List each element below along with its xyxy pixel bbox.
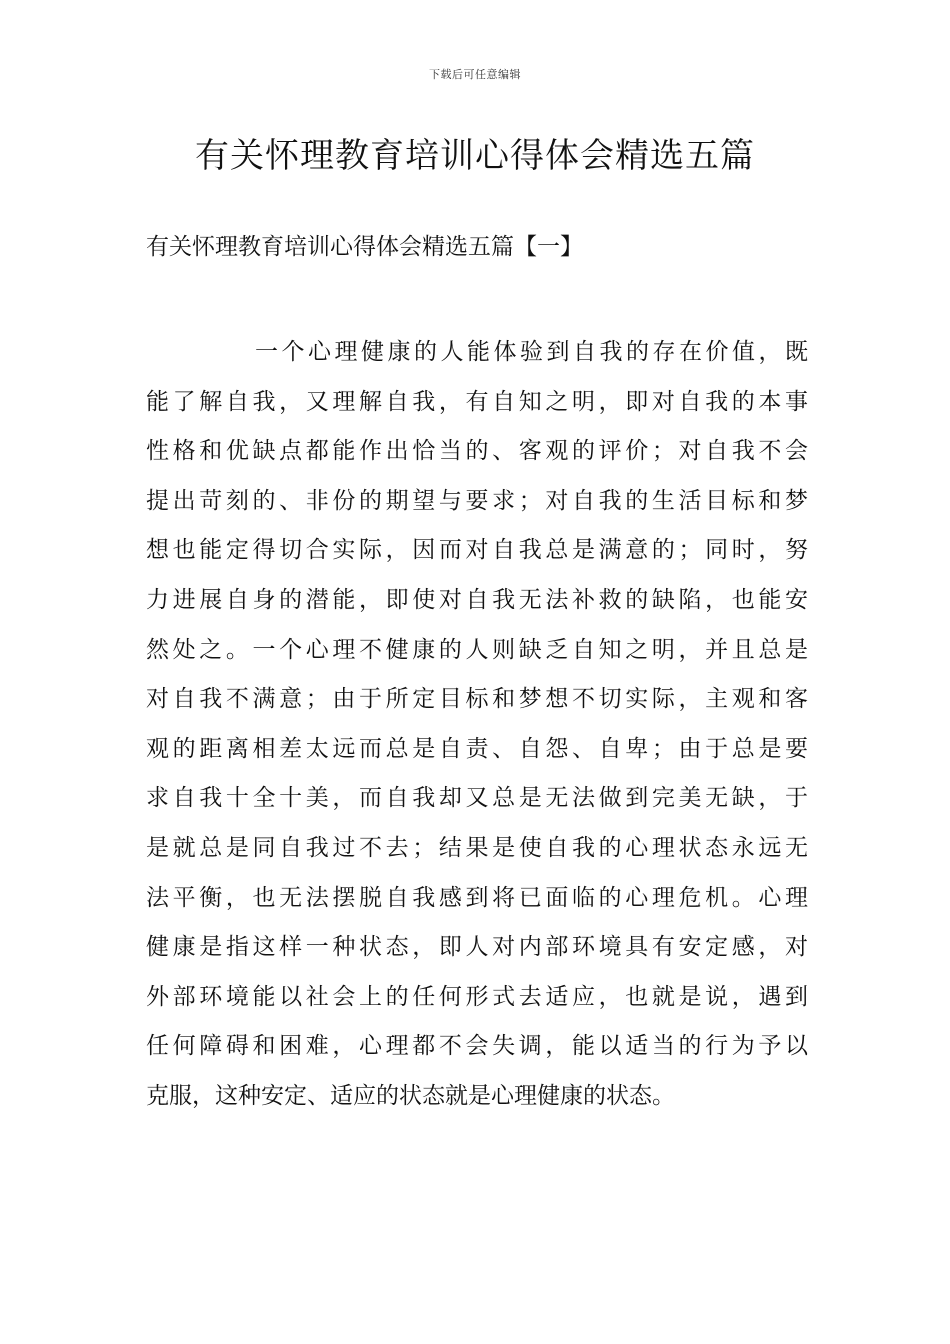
section-heading: 有关怀理教育培训心得体会精选五篇【一】 xyxy=(146,234,583,260)
paragraph-line: 健康是指这样一种状态，即人对内部环境具有安定感，对 xyxy=(146,934,808,961)
paragraph-line: 然处之。一个心理不健康的人则缺乏自知之明，并且总是 xyxy=(146,636,808,663)
paragraph-line: 对自我不满意；由于所定目标和梦想不切实际，主观和客 xyxy=(146,686,808,713)
paragraph-line: 克服，这种安定、适应的状态就是心理健康的状态。 xyxy=(146,1082,675,1109)
paragraph-line: 想也能定得切合实际，因而对自我总是满意的；同时，努 xyxy=(146,537,808,564)
paragraph-line: 外部环境能以社会上的任何形式去适应，也就是说，遇到 xyxy=(146,983,808,1010)
header-note: 下载后可任意编辑 xyxy=(429,68,521,81)
paragraph-line: 能了解自我，又理解自我，有自知之明，即对自我的本事 xyxy=(146,388,808,415)
body-paragraph xyxy=(146,328,808,1122)
paragraph-line: 是就总是同自我过不去；结果是使自我的心理状态永远无 xyxy=(146,834,808,861)
document-title: 有关怀理教育培训心得体会精选五篇 xyxy=(195,136,755,176)
paragraph-line: 法平衡，也无法摆脱自我感到将已面临的心理危机。心理 xyxy=(146,884,808,911)
paragraph-line: 性格和优缺点都能作出恰当的、客观的评价；对自我不会 xyxy=(146,438,808,465)
paragraph-line: 力进展自身的潜能，即使对自我无法补救的缺陷，也能安 xyxy=(146,586,808,613)
paragraph-line: 任何障碍和困难，心理都不会失调，能以适当的行为予以 xyxy=(146,1033,808,1060)
paragraph-line: 提出苛刻的、非份的期望与要求；对自我的生活目标和梦 xyxy=(146,487,808,514)
paragraph-line: 一个心理健康的人能体验到自我的存在价值，既 xyxy=(255,339,808,365)
paragraph-line: 观的距离相差太远而总是自责、自怨、自卑；由于总是要 xyxy=(146,735,808,762)
paragraph-line: 求自我十全十美，而自我却又总是无法做到完美无缺，于 xyxy=(146,785,808,812)
